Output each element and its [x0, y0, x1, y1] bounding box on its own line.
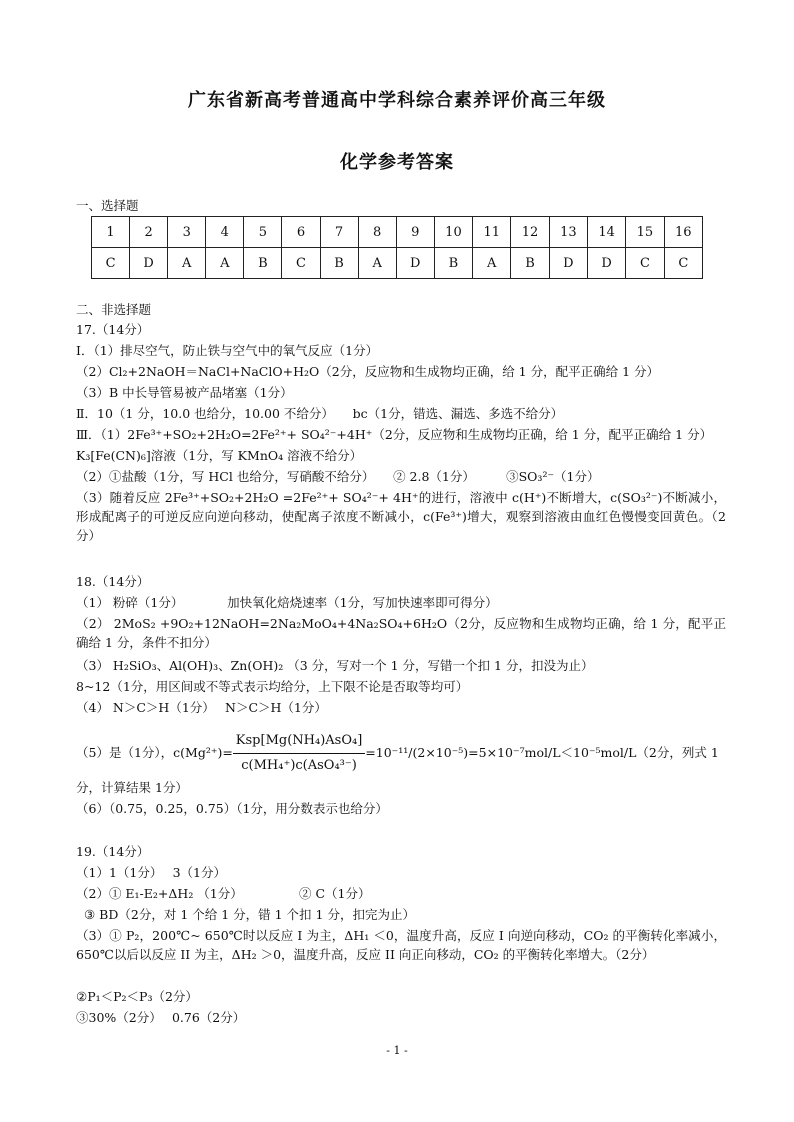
table-cell: 1: [92, 217, 130, 248]
table-cell: C: [282, 248, 320, 279]
document-title: 广东省新高考普通高中学科综合素养评价高三年级: [188, 90, 606, 111]
q17-line: Ⅰ．（1）排尽空气，防止铁与空气中的氧气反应（1分）: [76, 343, 379, 358]
q18-line: （6）（0.75，0.25，0.75）（1分，用分数表示也给分）: [76, 801, 388, 816]
table-cell: 3: [168, 217, 206, 248]
formula-suffix: =10⁻¹¹/(2×10⁻⁵)=5×10⁻⁷mol/L＜10⁻⁵mol/L（2分，列式 1: [365, 745, 719, 760]
q19-line: （1）1（1分） 3（1分）: [76, 865, 226, 880]
q18-paragraph: （2） 2MoS₂ +9O₂+12NaOH=2Na₂MoO₄+4Na₂SO₄+6H₂O（2分，反应物和生成物均正确，给 1 分，配平正确给 1 分，条件不扣分）: [76, 616, 726, 650]
table-cell: D: [396, 248, 434, 279]
document-subtitle: 化学参考答案: [340, 152, 454, 173]
q19-line: ②P₁＜P₂＜P₃（2分）: [76, 989, 198, 1004]
table-cell: 6: [282, 217, 320, 248]
table-cell: 9: [396, 217, 434, 248]
table-cell: 14: [587, 217, 625, 248]
page-number: - 1 -: [386, 1044, 408, 1057]
table-cell: B: [244, 248, 282, 279]
q17-line: （2）Cl₂+2NaOH＝NaCl+NaClO+H₂O（2分，反应物和生成物均正确，给 1 分，配平正确给 1 分）: [76, 364, 660, 379]
q17-line: （2）①盐酸（1分，写 HCl 也给分，写硝酸不给分） ② 2.8（1分） ③SO₃²⁻（1分）: [76, 469, 600, 484]
q19-line: （2）① E₁-E₂+ΔH₂ （1分） ② C（1分）: [76, 886, 371, 901]
table-cell: 12: [511, 217, 549, 248]
table-cell: 2: [130, 217, 168, 248]
table-cell: B: [434, 248, 472, 279]
table-cell: 8: [358, 217, 396, 248]
table-cell: D: [130, 248, 168, 279]
table-cell: D: [549, 248, 587, 279]
table-cell: 5: [244, 217, 282, 248]
table-cell: A: [473, 248, 511, 279]
q19-line: ③ BD（2分，对 1 个给 1 分，错 1 个扣 1 分，扣完为止）: [84, 907, 415, 922]
q18-formula-line: [76, 730, 726, 777]
q17-line: Ⅲ．（1）2Fe³⁺+SO₂+2H₂O=2Fe²⁺+ SO₄²⁻+4H⁺（2分，反应物和生成物均正确，给 1 分，配平正确给 1 分）: [76, 427, 713, 442]
q18-line: （1） 粉碎（1分） 加快氧化焙烧速率（1分，写加快速率即可得分）: [76, 595, 498, 610]
section2-heading: 二、非选择题: [76, 302, 152, 317]
ksp-fraction: [233, 730, 365, 777]
table-cell: C: [664, 248, 702, 279]
table-cell: D: [587, 248, 625, 279]
q19-header: 19.（14分）: [76, 844, 150, 859]
table-cell: C: [626, 248, 664, 279]
q19-line: ③30%（2分） 0.76（2分）: [76, 1010, 246, 1025]
q17-line: Ⅱ．10（1 分，10.0 也给分，10.00 不给分） bc（1分，错选、漏选、多选不给分）: [76, 406, 564, 421]
table-cell: 4: [206, 217, 244, 248]
table-cell: A: [358, 248, 396, 279]
q18-line: 分，计算结果 1分）: [76, 780, 188, 795]
table-cell: C: [92, 248, 130, 279]
q17-line: K₃[Fe(CN)₆]溶液（1分，写 KMnO₄ 溶液不给分）: [76, 448, 363, 463]
table-cell: A: [168, 248, 206, 279]
q18-header: 18.（14分）: [76, 574, 150, 589]
table-cell: B: [511, 248, 549, 279]
table-cell: 10: [434, 217, 472, 248]
choice-answer-table: [91, 216, 703, 279]
table-cell: 7: [320, 217, 358, 248]
table-cell: 15: [626, 217, 664, 248]
table-cell: 16: [664, 217, 702, 248]
table-cell: B: [320, 248, 358, 279]
section1-heading: 一、选择题: [76, 198, 139, 213]
table-cell: 11: [473, 217, 511, 248]
q17-line: （3）B 中长导管易被产品堵塞（1分）: [76, 385, 293, 400]
q18-line: 8~12（1分，用区间或不等式表示均给分，上下限不论是否取等均可）: [76, 679, 469, 694]
q18-line: （4） N＞C＞H（1分） N＞C＞H（1分）: [76, 700, 327, 715]
q17-header: 17.（14分）: [76, 322, 150, 337]
formula-prefix: （5）是（1分），c(Mg²⁺)=: [76, 745, 233, 760]
q17-paragraph: （3）随着反应 2Fe³⁺+SO₂+2H₂O =2Fe²⁺+ SO₄²⁻+ 4H⁺的进行，溶液中 c(H⁺)不断增大，c(SO₃²⁻)不断减小，形成配离子的可逆反应向逆向移动，使配离子浓度不断减小，c(Fe³⁺)增大，观察到溶液由血红色慢慢变回黄色。（2分）: [76, 490, 726, 543]
table-cell: A: [206, 248, 244, 279]
question-number-row: [92, 217, 703, 248]
fraction-denominator: c(MH₄⁺)c(AsO₄³⁻): [241, 758, 357, 773]
q18-line: （3） H₂SiO₃、Al(OH)₃、Zn(OH)₂ （3 分，写对一个 1 分，写错一个扣 1 分，扣没为止）: [76, 658, 594, 673]
answer-row: [92, 248, 703, 279]
fraction-numerator: Ksp[Mg(NH₄)AsO₄]: [233, 730, 365, 754]
q19-paragraph: （3）① P₂，200℃~ 650℃时以反应 I 为主，ΔH₁ ＜0，温度升高，反应 I 向逆向移动，CO₂ 的平衡转化率减小，650℃以后以反应 II 为主，ΔH₂ ＞0，温度升高，反应 II 向正向移动，CO₂ 的平衡转化率增大。（2分）: [76, 928, 726, 962]
table-cell: 13: [549, 217, 587, 248]
